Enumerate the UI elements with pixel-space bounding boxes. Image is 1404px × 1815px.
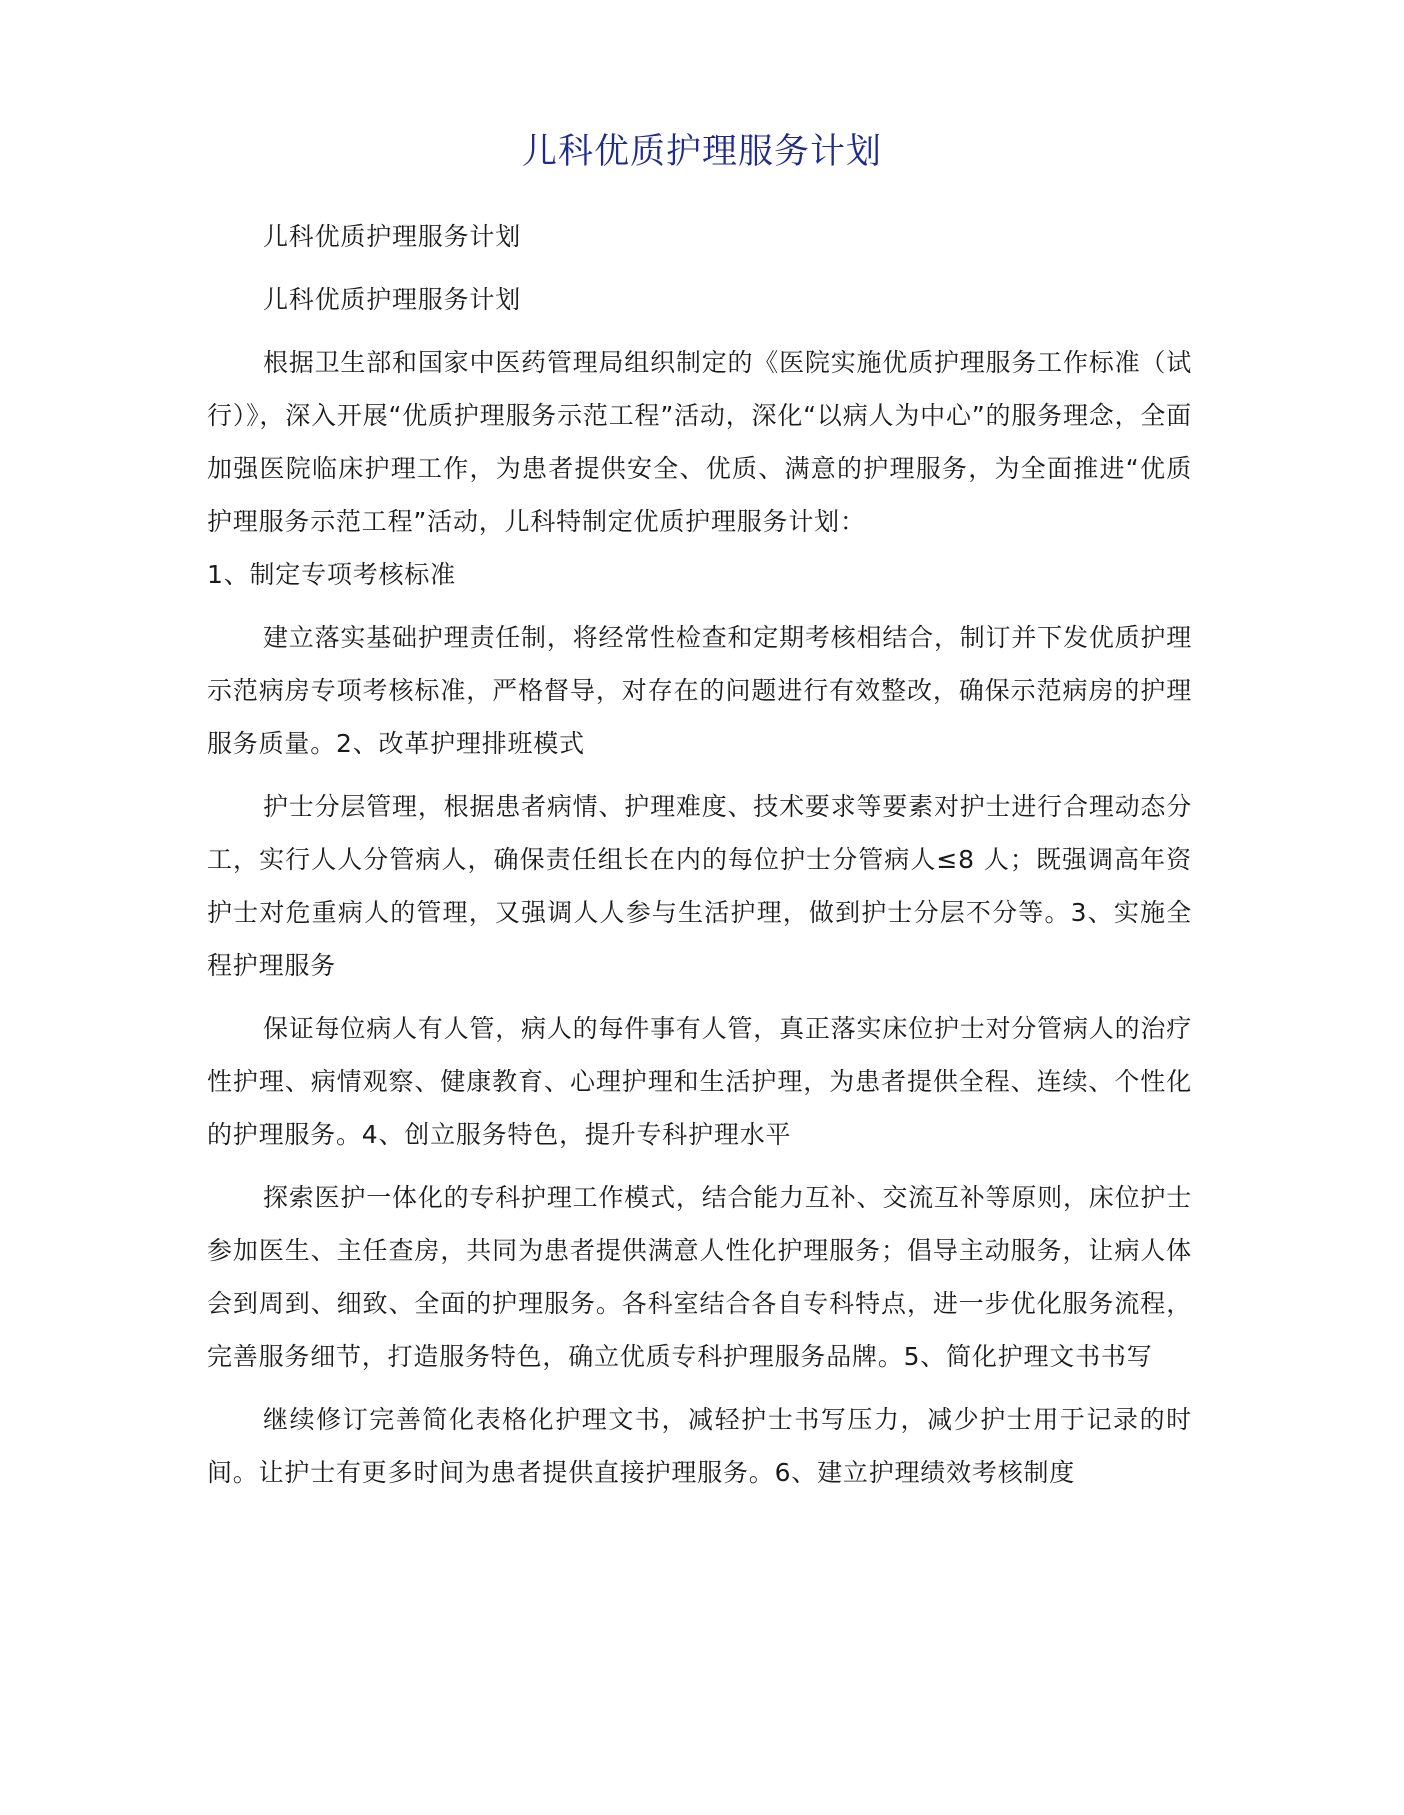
document-title: 儿科优质护理服务计划 bbox=[521, 132, 882, 172]
document-body bbox=[207, 210, 1192, 1509]
paragraph-section-2: 护士分层管理，根据患者病情、护理难度、技术要求等要素对护士进行合理动态分工，实行人人分管病人，确保责任组长在内的每位护士分管病人≤8 人；既强调高年资护士对危重病人的管理，又强调人人参与生活护理，做到护士分层不分等。3、实施全程护理服务 bbox=[207, 792, 1192, 980]
paragraph-subtitle-2: 儿科优质护理服务计划 bbox=[263, 285, 522, 314]
paragraph-intro: 根据卫生部和国家中医药管理局组织制定的《医院实施优质护理服务工作标准（试行）》，深入开展“优质护理服务示范工程”活动，深化“以病人为中心”的服务理念，全面加强医院临床护理工作，为患者提供安全、优质、满意的护理服务，为全面推进“优质护理服务示范工程”活动，儿科特制定优质护理服务计划： bbox=[207, 348, 1192, 536]
paragraph-section-1: 建立落实基础护理责任制，将经常性检查和定期考核相结合，制订并下发优质护理示范病房专项考核标准，严格督导，对存在的问题进行有效整改，确保示范病房的护理服务质量。2、改革护理排班模式 bbox=[207, 623, 1192, 758]
paragraph-section-5: 继续修订完善简化表格化护理文书，减轻护士书写压力，减少护士用于记录的时间。让护士有更多时间为患者提供直接护理服务。6、建立护理绩效考核制度 bbox=[207, 1405, 1192, 1487]
paragraph-section-3: 保证每位病人有人管，病人的每件事有人管，真正落实床位护士对分管病人的治疗性护理、病情观察、健康教育、心理护理和生活护理，为患者提供全程、连续、个性化的护理服务。4、创立服务特色，提升专科护理水平 bbox=[207, 1014, 1192, 1149]
paragraph-section-4: 探索医护一体化的专科护理工作模式，结合能力互补、交流互补等原则，床位护士参加医生、主任查房，共同为患者提供满意人性化护理服务；倡导主动服务，让病人体会到周到、细致、全面的护理服务。各科室结合各自专科特点，进一步优化服务流程，完善服务细节，打造服务特色，确立优质专科护理服务品牌。5、简化护理文书书写 bbox=[207, 1183, 1192, 1371]
paragraph-subtitle-1: 儿科优质护理服务计划 bbox=[263, 222, 522, 251]
section-heading-1: 1、制定专项考核标准 bbox=[207, 560, 456, 589]
